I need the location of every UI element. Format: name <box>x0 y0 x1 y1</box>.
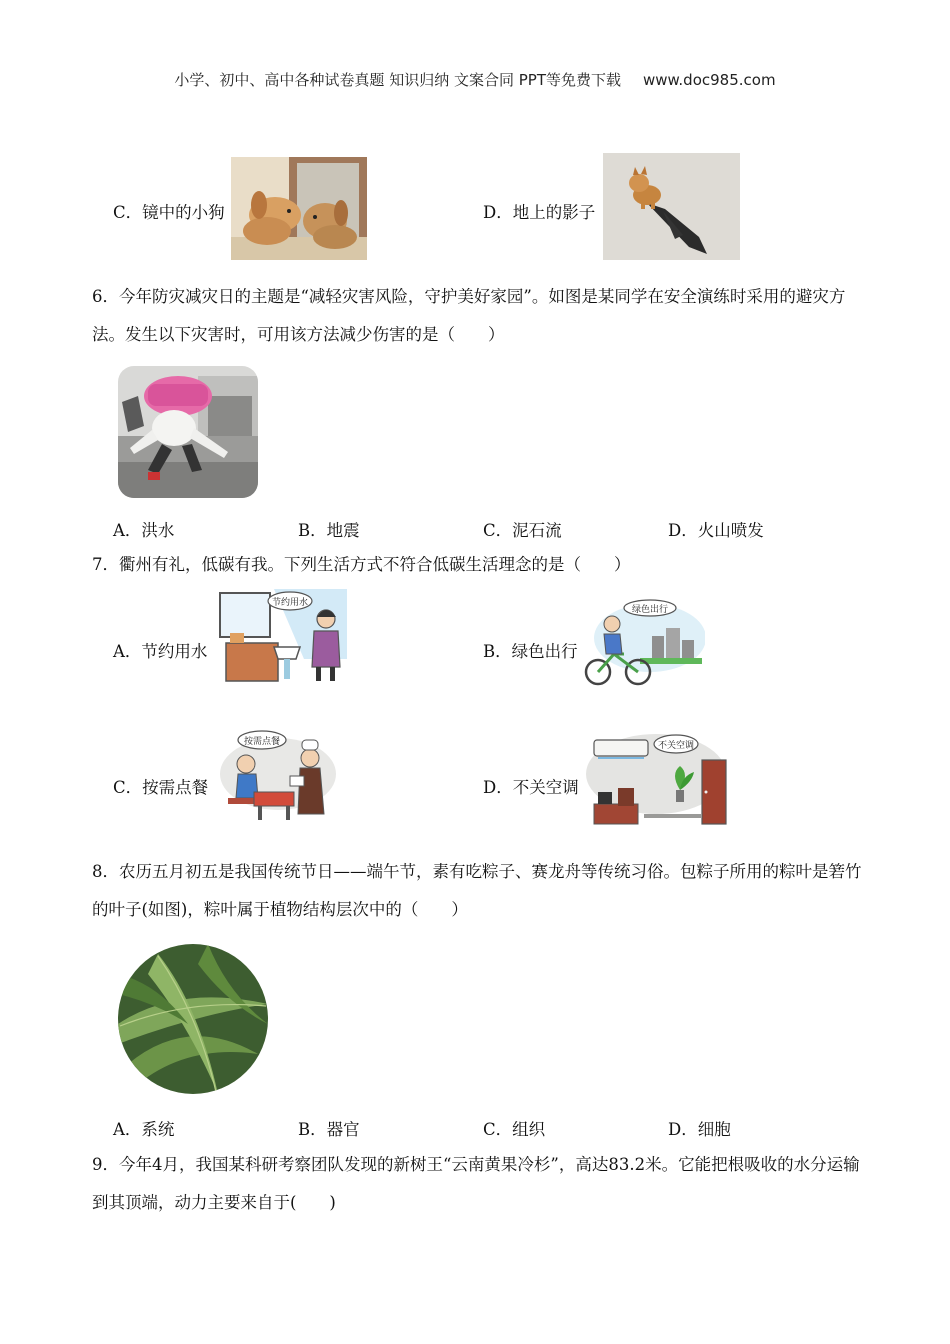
green-travel-image <box>580 598 705 688</box>
order-by-need-image <box>218 728 338 824</box>
page-header <box>0 69 950 90</box>
q6-option-c: C．泥石流 <box>483 521 562 540</box>
header-site[interactable]: www.doc985.com <box>642 71 776 89</box>
q7a-bubble-text: 节约用水 <box>271 598 309 608</box>
dog-shadow-image <box>603 153 740 260</box>
q5-option-c: C．镜中的小狗 <box>113 203 225 222</box>
q8-text: 8．农历五月初五是我国传统节日——端午节，素有吃粽子、赛龙舟等传统习俗。包粽子所用的粽叶是箬竹的叶子(如图)，粽叶属于植物结构层次中的（ ） <box>92 862 862 919</box>
q7-text: 7．衢州有礼，低碳有我。下列生活方式不符合低碳生活理念的是（ ） <box>92 555 631 574</box>
ac-on-image <box>584 730 730 826</box>
q6-text: 6．今年防灾减灾日的主题是“减轻灾害风险，守护美好家园”。如图是某同学在安全演练时采用的避灾方法。发生以下灾害时，可用该方法减少伤害的是（ ） <box>92 287 846 344</box>
q7-option-d: D．不关空调 <box>483 778 579 797</box>
mirror-dog-image <box>231 157 367 260</box>
q7b-bubble-text: 绿色出行 <box>631 605 669 615</box>
q8-option-a: A．系统 <box>113 1120 175 1139</box>
q7-option-c: C．按需点餐 <box>113 778 209 797</box>
q6-option-a: A．洪水 <box>113 521 175 540</box>
bamboo-leaf-image <box>118 944 268 1094</box>
q7-option-a: A．节约用水 <box>113 642 208 661</box>
q8-option-c: C．组织 <box>483 1120 546 1139</box>
drill-student-image <box>118 366 258 498</box>
q6-option-d: D．火山喷发 <box>668 521 764 540</box>
q6-option-b: B．地震 <box>298 521 360 540</box>
q9-text: 9．今年4月，我国某科研考察团队发现的新树王“云南黄果冷杉”，高达83.2米。它能把根吸收的水分运输到其顶端，动力主要来自于( ) <box>92 1155 860 1212</box>
q7c-bubble-text: 按需点餐 <box>243 737 281 747</box>
q5-option-d: D．地上的影子 <box>483 203 596 222</box>
q8-option-b: B．器官 <box>298 1120 360 1139</box>
q7d-bubble-text: 不关空调 <box>657 741 695 751</box>
header-text: 小学、初中、高中各种试卷真题 知识归纳 文案合同 PPT等免费下载 <box>174 71 621 89</box>
save-water-image <box>214 589 347 684</box>
q7-option-b: B．绿色出行 <box>483 642 578 661</box>
q8-option-d: D．细胞 <box>668 1120 731 1139</box>
